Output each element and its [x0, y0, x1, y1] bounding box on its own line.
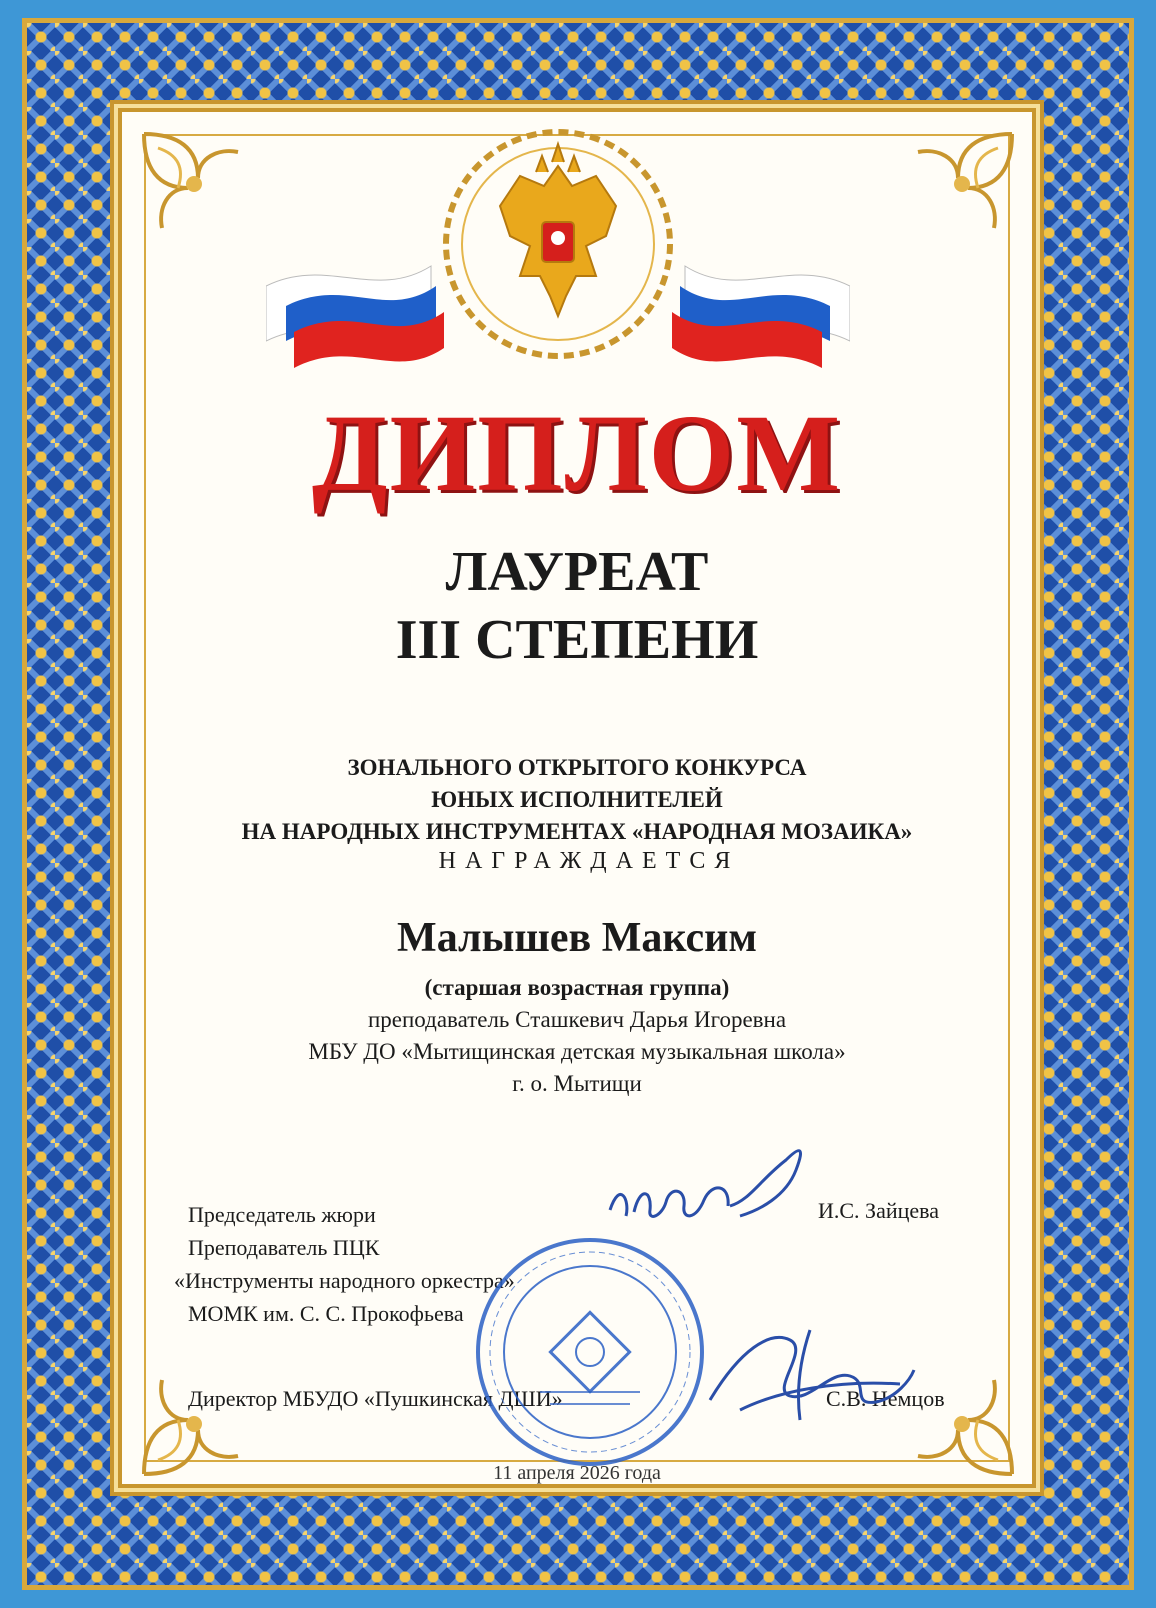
jury-chair-name: И.С. Зайцева — [818, 1198, 940, 1223]
jury-title-line-2: Преподаватель ПЦК — [188, 1235, 380, 1260]
jury-signature-icon — [600, 1140, 810, 1240]
corner-ornament-icon — [898, 128, 1018, 248]
coat-of-arms-with-flags-icon — [266, 126, 850, 386]
school-line: МБУ ДО «Мытищинская детская музыкальная школа» — [308, 1039, 846, 1064]
laureate-degree — [118, 538, 1036, 674]
issue-date: 11 апреля 2026 года — [493, 1462, 661, 1484]
jury-title-line-1: Председатель жюри — [188, 1202, 376, 1227]
teacher-line: преподаватель Сташкевич Дарья Игоревна — [367, 1007, 787, 1032]
contest-line-3: НА НАРОДНЫХ ИНСТРУМЕНТАХ «НАРОДНАЯ МОЗАИКА» — [241, 819, 913, 844]
director-signature-icon — [700, 1310, 920, 1430]
degree-line-2: III СТЕПЕНИ — [395, 609, 759, 671]
diploma-title: ДИПЛОМ — [311, 392, 843, 514]
recipient-details — [118, 972, 1036, 1100]
corner-ornament-icon — [138, 128, 258, 248]
director-title: Директор МБУДО «Пушкинская ДШИ» — [188, 1386, 563, 1411]
recipient-name: Малышев Максим — [397, 915, 757, 961]
contest-line-1: ЗОНАЛЬНОГО ОТКРЫТОГО КОНКУРСА — [347, 755, 807, 780]
director-name: С.В. Немцов — [826, 1386, 945, 1411]
city-line: г. о. Мытищи — [512, 1071, 642, 1096]
contest-name — [118, 752, 1036, 848]
contest-line-2: ЮНЫХ ИСПОЛНИТЕЛЕЙ — [431, 787, 723, 812]
degree-line-1: ЛАУРЕАТ — [445, 541, 709, 603]
awarded-label: НАГРАЖДАЕТСЯ — [438, 848, 740, 874]
age-group: (старшая возрастная группа) — [424, 975, 730, 1000]
jury-title-line-4: МОМК им. С. С. Прокофьева — [188, 1301, 464, 1326]
official-stamp-icon — [470, 1232, 710, 1472]
jury-title-line-3: «Инструменты народного оркестра» — [174, 1268, 515, 1293]
